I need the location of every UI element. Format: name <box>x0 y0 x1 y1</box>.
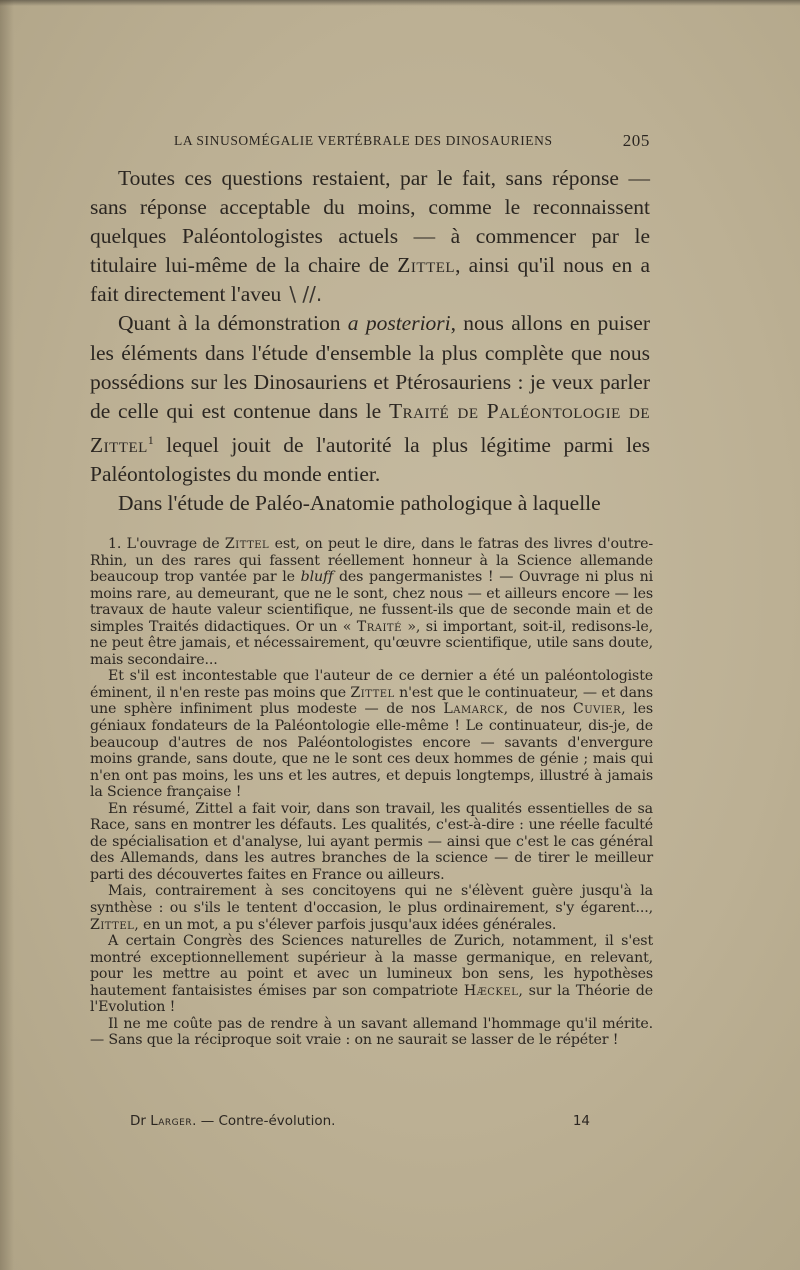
signature-line <box>130 1113 590 1133</box>
handwritten-annotation: \ //. <box>289 282 323 307</box>
paragraph-1: Toutes ces questions restaient, par le fait, sans réponse — sans réponse acceptable du moins, comme le reconnaissent quelques Paléontologistes actuels — à commencer par le titulaire lui-même de la chaire de Zittel, ainsi qu'il nous en a fait directement l'aveu \ //. <box>90 166 650 307</box>
gathering-signature: 14 <box>572 1113 590 1129</box>
footnote-para-5: A certain Congrès des Sciences naturelles de Zurich, notamment, il s'est montré exceptionnellement supérieur à la masse germanique, en relevant, pour les mettre au point et avec un lumineux bon sens, les hypothèses hautement fantaisistes émises par son compatriote Hæckel, sur la Théorie de l'Evolution ! <box>90 933 653 1016</box>
footer-author: Dr Larger. — Contre-évolution. <box>130 1113 336 1129</box>
latin-term: a posteriori <box>347 311 451 336</box>
paragraph-3: Dans l'étude de Paléo-Anatomie pathologique à laquelle <box>118 491 601 516</box>
footnote-para-2: Et s'il est incontestable que l'auteur de ce dernier a été un paléontologiste éminent, il n'en reste pas moins que Zittel n'est que le continuateur, — et dans une sphère infiniment plus modeste — de nos Lamarck, de nos Cuvier, les géniaux fondateurs de la Paléontologie elle-même ! Le continuateur, dis-je, de beaucoup d'autres de nos Paléontologistes encore — savants d'envergure moins grande, sans doute, que ne le sont ces deux hommes de génie ; mais qui n'en ont pas moins, les uns et les autres, et depuis longtemps, illustré à jamais la Science française ! <box>90 668 653 801</box>
page-number: 205 <box>622 131 650 150</box>
author-name: Zittel <box>397 253 456 278</box>
footnote <box>90 536 653 1049</box>
footnote-para-1: 1. L'ouvrage de Zittel est, on peut le dire, dans le fatras des livres d'outre-Rhin, un des rares qui fassent réellement honneur à la Science allemande beaucoup trop vantée par le bluff des pangermanistes ! — Ouvrage ni plus ni moins rare, au demeurant, que ne le sont, chez nous — et ailleurs encore — les travaux de haute valeur scientifique, ne fussent-ils que de seconde main et de simples Traités didactiques. Or un « Traité », si important, soit-il, redisons-le, ne peut être jamais, et nécessairement, qu'œuvre scientifique, utile sans doute, mais secondaire... <box>90 536 653 668</box>
footnote-para-6: Il ne me coûte pas de rendre à un savant allemand l'hommage qu'il mérite. — Sans que la réciproque soit vraie : on ne saurait se lasser de le répéter ! <box>90 1015 653 1049</box>
footnote-para-4: Mais, contrairement à ses concitoyens qui ne s'élèvent guère jusqu'à la synthèse : ou s'ils le tentent d'occasion, le plus ordinairement, s'y égarent..., Zittel, en un mot, a pu s'élever parfois jusqu'aux idées générales. <box>90 883 653 933</box>
paragraph-2: Quant à la démonstration a posteriori, nous allons en puiser les éléments dans l'étude d'ensemble la plus complète que nous possédions sur les Dinosauriens et Ptérosauriens : je veux parler de celle qui est contenue dans le Traité de Paléontologie de Zittel$^1$ lequel jouit de l'autorité la plus légitime parmi les Paléontologistes du monde entier. <box>90 311 650 487</box>
work-title: Traité de Paléontologie de Zittel <box>90 398 650 457</box>
footnote-para-3: En résumé, Zittel a fait voir, dans son travail, les qualités essentielles de sa Race, sans en montrer les défauts. Les qualités, c'est-à-dire : une réelle faculté de spécialisation et d'analyse, lui ayant permis — ainsi que c'est le cas général des Allemands, dans les autres branches de la science — de tirer le meilleur parti des découvertes faites en France ou ailleurs. <box>90 800 653 883</box>
footnote-marker: 1 <box>147 432 154 447</box>
main-text <box>90 164 650 518</box>
running-header <box>120 131 650 151</box>
running-title: LA SINUSOMÉGALIE VERTÉBRALE DES DINOSAURIENS <box>174 133 553 148</box>
